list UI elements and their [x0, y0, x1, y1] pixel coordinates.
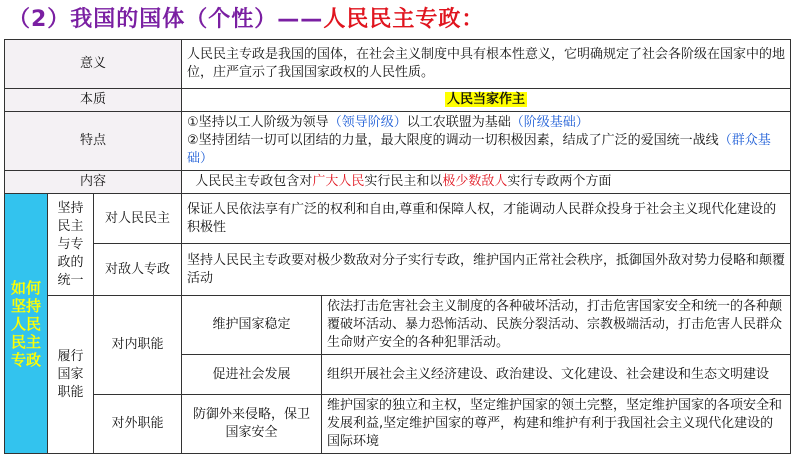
item2-text: 坚持人民民主专政要对极少数敌对分子实行专政，维护国内正常社会秩序，抵御国外敌对势力侵略和颠覆活动 [182, 244, 791, 296]
essence-text: 人民当家作主 [447, 92, 526, 107]
title-prefix: （2）我国的国体（个性）—— [8, 7, 324, 32]
feature-line1-d: （阶级基础） [510, 115, 589, 130]
row-dictatorship-over-enemies [5, 244, 791, 296]
feature-text [182, 112, 791, 171]
feature-line1-c: 以工农联盟为基础 [406, 115, 511, 130]
group2-label-text: 履行国家职能 [57, 348, 84, 400]
essence-label: 本质 [5, 89, 182, 112]
content-a: 人民民主专政包含对 [195, 174, 313, 189]
row-feature [5, 112, 791, 171]
how-label [5, 194, 48, 454]
meaning-text: 人民民主专政是我国的国体，在社会主义制度中具有根本性意义，它明确规定了社会各阶级在国家中的地位，庄严宣示了我国国家政权的人民性质。 [182, 40, 791, 89]
content-e: 实行专政两个方面 [507, 174, 612, 189]
sub1-label: 维护国家稳定 [182, 296, 322, 355]
ext-sub1-label: 防御外来侵略，保卫国家安全 [182, 395, 322, 454]
feature-label: 特点 [5, 112, 182, 171]
content-b: 广大人民 [312, 174, 365, 189]
feature-line2-b: （群众基础） [187, 133, 771, 166]
content-d: 极少数敌人 [442, 174, 508, 189]
content-label: 内容 [5, 171, 182, 194]
internal-label: 对内职能 [94, 296, 182, 395]
group1-label [48, 194, 94, 296]
row-maintain-stability [5, 296, 791, 355]
row-external-function [5, 395, 791, 454]
how-label-text: 如何坚持人民民主专政 [11, 278, 42, 369]
external-label: 对外职能 [94, 395, 182, 454]
content-text [182, 171, 791, 194]
row-democracy-for-people [5, 194, 791, 244]
ext-sub1-text: 维护国家的独立和主权，坚定维护国家的领土完整，坚定维护国家的各项安全和发展利益,坚定维护国家的尊严，构建和维护有利于我国社会主义现代化建设的国际环境 [322, 395, 791, 454]
page-title [8, 4, 484, 36]
item1-label: 对人民民主 [94, 194, 182, 244]
title-highlight: 人民民主专政： [323, 7, 485, 32]
row-essence [5, 89, 791, 112]
item2-label: 对敌人专政 [94, 244, 182, 296]
dictatorship-table [4, 39, 791, 454]
content-c: 实行民主和以 [364, 174, 443, 189]
sub2-label: 促进社会发展 [182, 355, 322, 395]
sub1-text: 依法打击危害社会主义制度的各种破坏活动，打击危害国家安全和统一的各种颠覆破坏活动、暴力恐怖活动、民族分裂活动、宗教极端活动，打击危害人民群众生命财产安全的各种犯罪活动。 [322, 296, 791, 355]
item1-text: 保证人民依法享有广泛的权利和自由,尊重和保障人权，才能调动人民群众投身于社会主义现代化建设的积极性 [182, 194, 791, 244]
feature-line1-b: （领导阶级） [328, 115, 407, 130]
row-content [5, 171, 791, 194]
feature-line2-a: ②坚持团结一切可以团结的力量，最大限度的调动一切积极因素，结成了广泛的爱国统一战线 [187, 133, 719, 148]
group1-label-text: 坚持民主与专政的统一 [57, 200, 84, 288]
feature-line1-a: ①坚持以工人阶级为领导 [187, 115, 329, 130]
row-meaning [5, 40, 791, 89]
sub2-text: 组织开展社会主义经济建设、政治建设、文化建设、社会建设和生态文明建设 [322, 355, 791, 395]
meaning-label: 意义 [5, 40, 182, 89]
group2-label [48, 296, 94, 454]
